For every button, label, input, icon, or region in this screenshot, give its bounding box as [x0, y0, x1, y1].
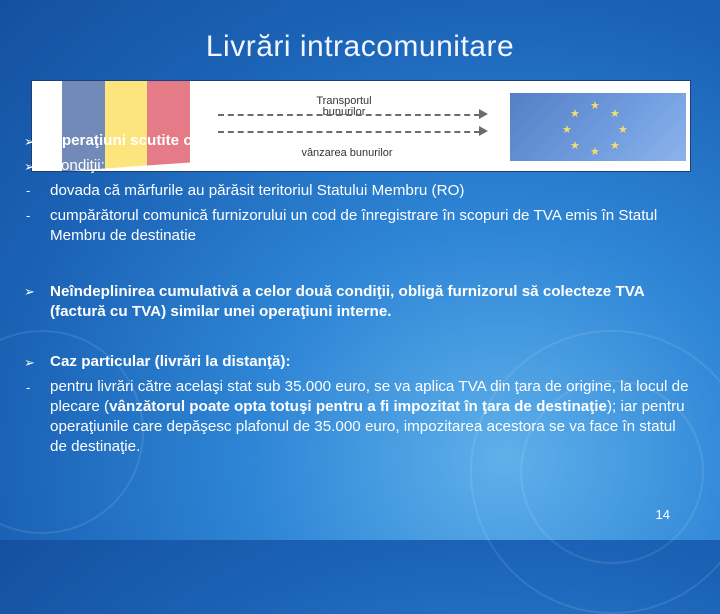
list-item: Operaţiuni scutite cu drept de deducere — [50, 132, 337, 149]
list-item-text: ); iar pentru operaţiunile care depăşesc plafonul de 35.000 euro, impozitarea acestora se va face în statul de destinaţie. — [50, 398, 685, 455]
list-item: dovada că mărfurile au părăsit teritoriul Statului Membru (RO) — [50, 182, 465, 199]
list-item: Neîndeplinirea cumulativă a celor două condiţii, obligă furnizorul să colecteze TVA (factură cu TVA) similar unei operaţiuni interne. — [50, 283, 645, 320]
list-item: Caz particular (livrări la distanţă): — [50, 353, 291, 370]
page-number: 14 — [655, 507, 670, 522]
arrow-bullet-icon: ➢ — [24, 159, 35, 174]
list-item — [50, 377, 690, 457]
eu-star-icon: ★ — [562, 124, 572, 136]
slide-title: Livrări intracomunitare — [205, 30, 515, 63]
eu-star-icon: ★ — [610, 108, 620, 120]
eu-star-icon: ★ — [610, 140, 620, 152]
eu-star-icon: ★ — [570, 108, 580, 120]
list-item-emphasis: vânzătorul poate opta totuşi pentru a fi impozitat în ţara de destinaţie — [109, 398, 607, 415]
eu-star-icon: ★ — [590, 100, 600, 112]
eu-star-icon: ★ — [590, 146, 600, 158]
transport-label-line2: bunurilor — [322, 106, 366, 118]
list-item: Condiţii: — [50, 157, 105, 174]
transport-label-line1: Transportul — [316, 95, 372, 107]
dash-bullet: - — [26, 183, 31, 198]
dash-bullet: - — [26, 208, 31, 223]
arrow-bullet-icon: ➢ — [24, 134, 35, 149]
list-item: cumpărătorul comunică furnizorului un cod de înregistrare în scopuri de TVA emis în Statul Membru de destinatie — [50, 207, 658, 244]
arrow-bullet-icon: ➢ — [24, 284, 35, 299]
arrow-bullet-icon: ➢ — [24, 355, 35, 370]
eu-star-icon: ★ — [570, 140, 580, 152]
sale-label: vânzarea bunurilor — [301, 147, 393, 159]
eu-star-icon: ★ — [618, 124, 628, 136]
dash-bullet: - — [26, 380, 31, 395]
list-item-text: pentru livrări către acelaşi stat sub 35.000 euro, se va aplica TVA din ţara de origine, la locul de plecare ( — [50, 378, 689, 415]
